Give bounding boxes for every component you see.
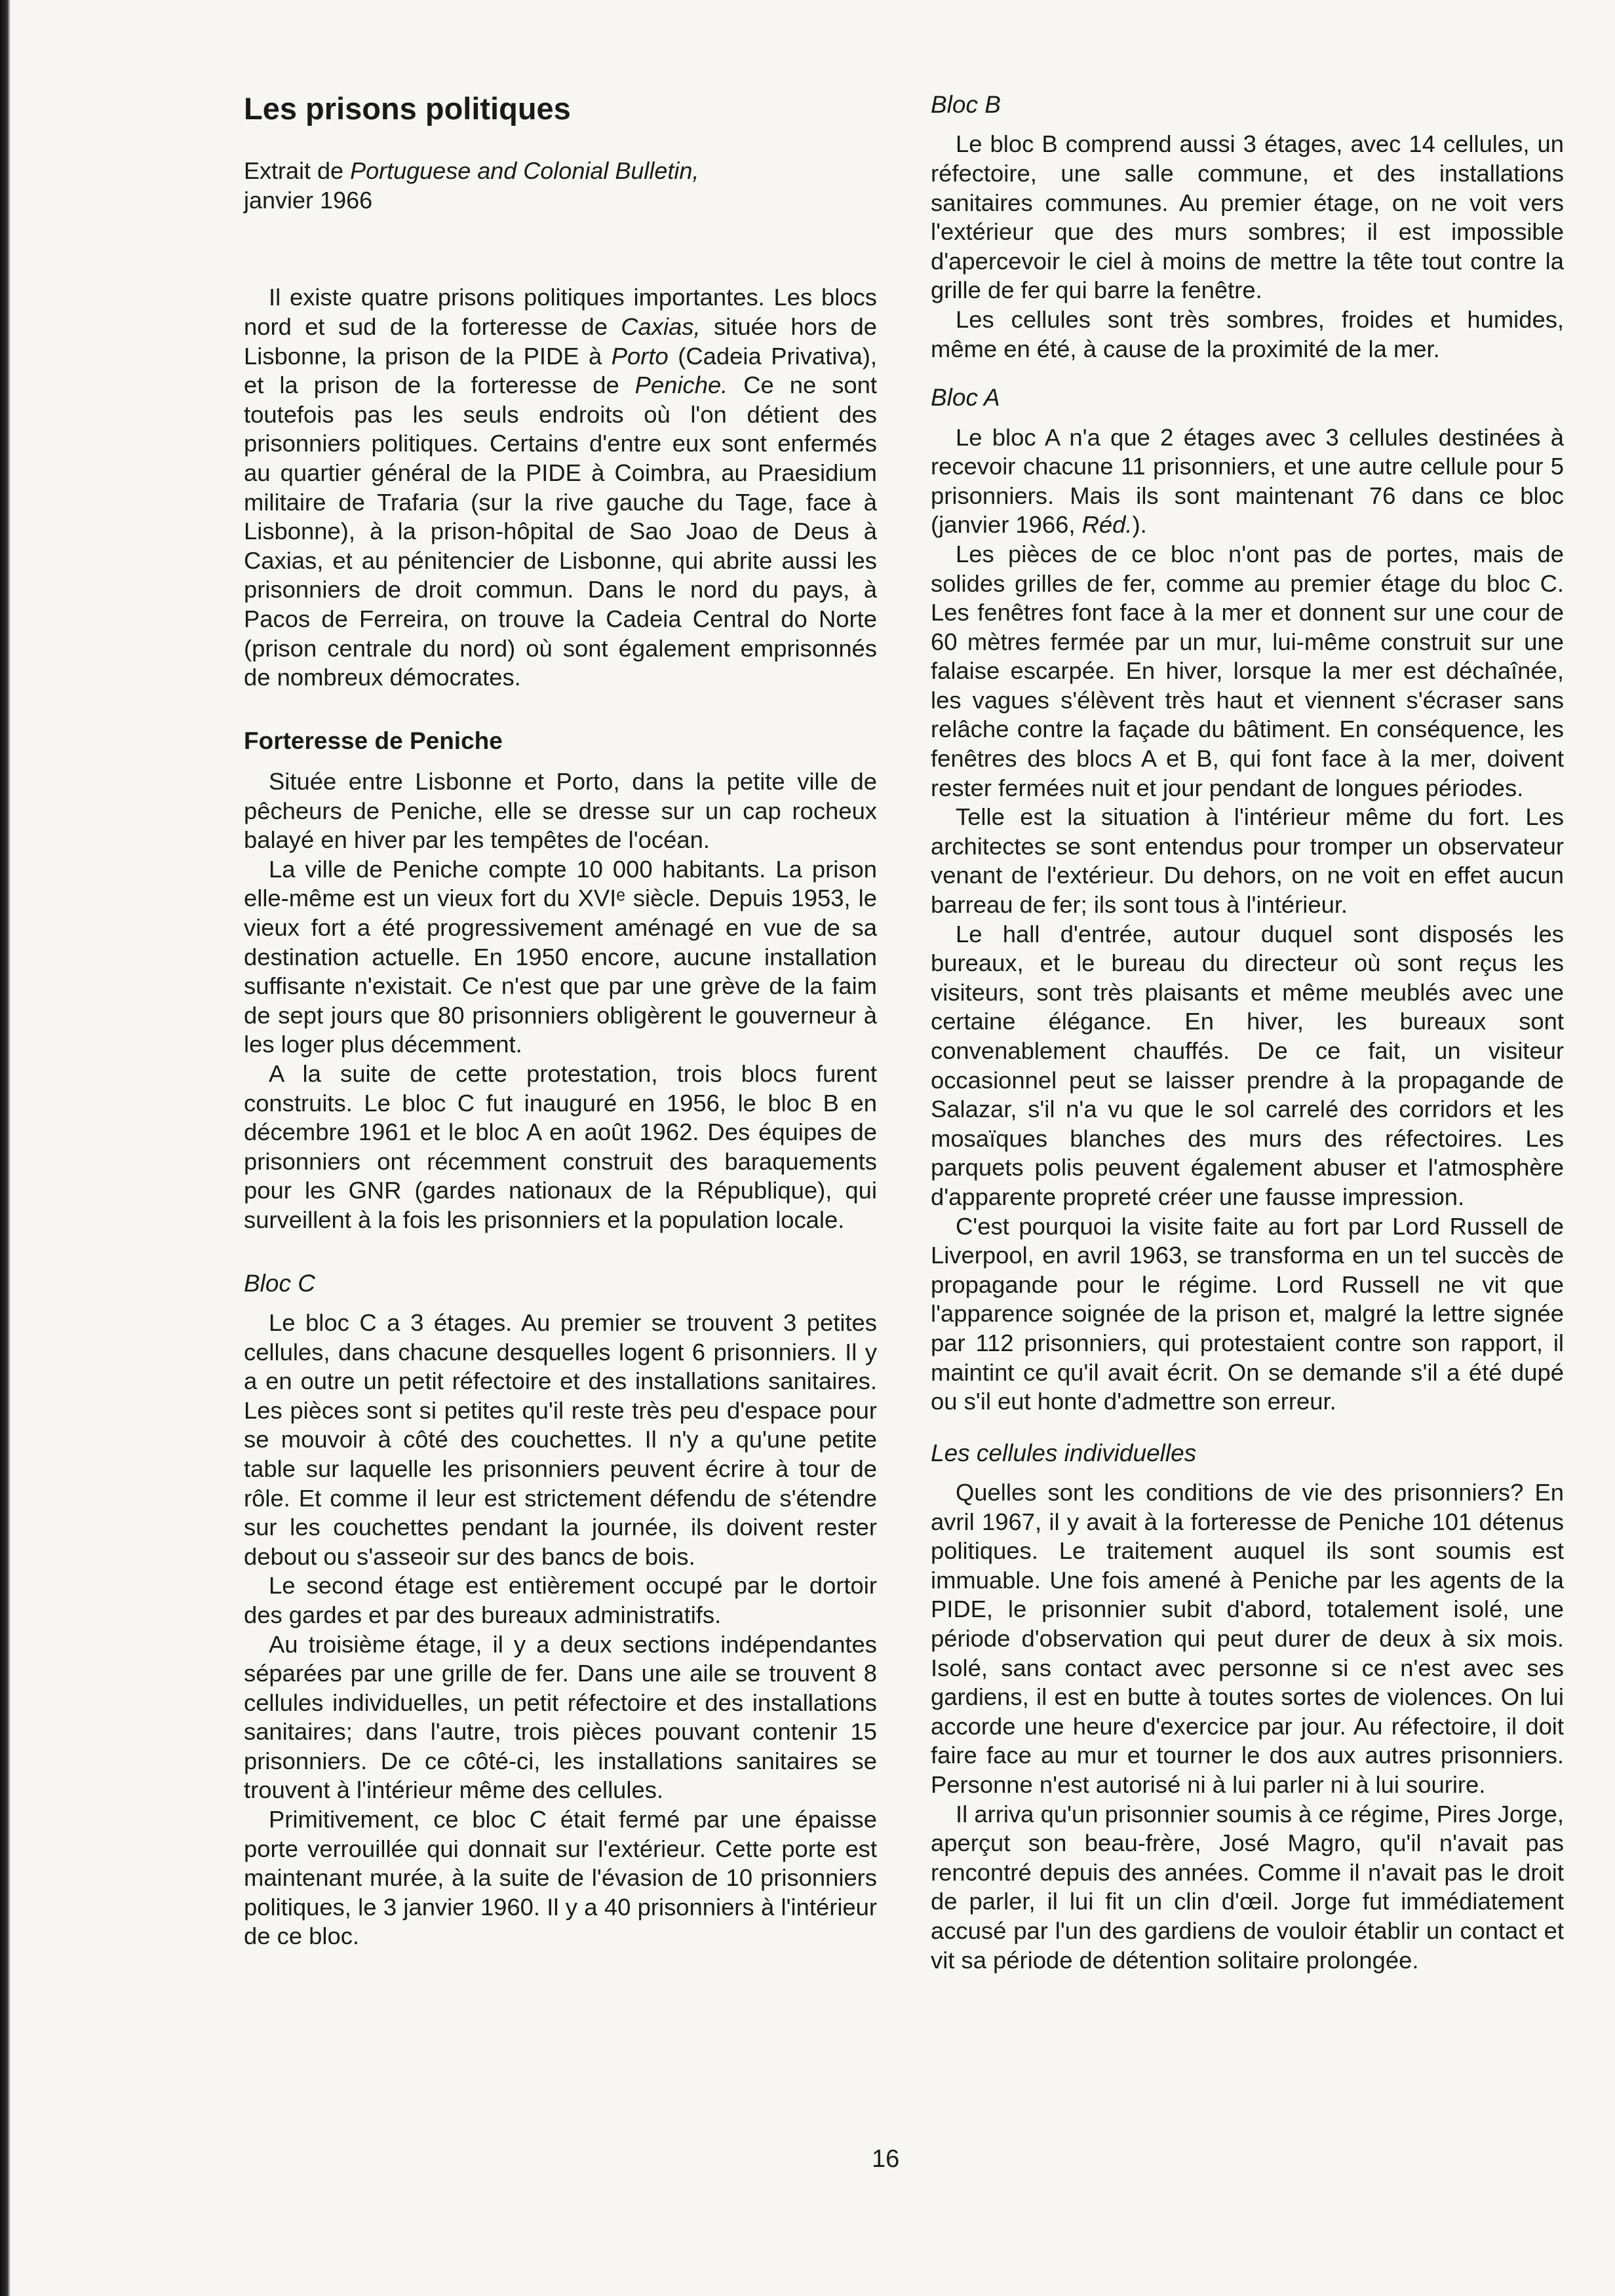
page-title: Les prisons politiques <box>244 91 571 126</box>
bloc-c-paragraph: Le bloc C a 3 étages. Au premier se trouvent 3 petites cellules, dans chacune desquelles logent 6 prisonniers. Il y a en outre un petit réfectoire et des installations sanitaires. Les pièces sont si petites qu'il reste très peu d'espace pour se mouvoir à côté des couchettes. Il n'y a qu'une petite table sur laquelle les prisonniers peuvent écrire à tour de rôle. Et comme il leur est strictement défendu de s'étendre sur les couchettes pendant la journée, ils doivent rester debout ou s'asseoir sur des bancs de bois. <box>244 1309 877 1570</box>
intro-run: Il existe quatre prisons politiques importantes. Les blocs nord et sud de la forteresse de <box>244 284 877 340</box>
bloc-c-paragraph: Primitivement, ce bloc C était fermé par une épaisse porte verrouillée qui donnait sur l'extérieur. Cette porte est maintenant murée, à la suite de l'évasion de 10 prisonniers politiques, le 3 janvier 1960. Il y a 40 prisonniers à l'intérieur de ce bloc. <box>244 1806 877 1950</box>
section-heading-cellules: Les cellules individuelles <box>931 1439 1197 1466</box>
intro-run: située hors de Lisbonne, la prison de la PIDE à <box>244 313 877 370</box>
intro-run-italic: Peniche. <box>634 372 728 399</box>
section-heading-bloc-b: Bloc B <box>931 91 1001 118</box>
intro-run-italic: Caxias, <box>621 313 701 340</box>
binding-edge-shadow <box>0 0 10 2296</box>
peniche-paragraph: Située entre Lisbonne et Porto, dans la petite ville de pêcheurs de Peniche, elle se dresse sur un cap rocheux balayé en hiver par les tempêtes de l'océan. <box>244 768 877 854</box>
bloc-b-paragraph: Les cellules sont très sombres, froides et humides, même en été, à cause de la proximité de la mer. <box>931 305 1564 362</box>
intro-paragraph <box>244 283 877 692</box>
peniche-paragraph: La ville de Peniche compte 10 000 habitants. La prison elle-même est un vieux fort du XVIᵉ siècle. Depuis 1953, le vieux fort a été progressivement aménagé en vue de sa destination actuelle. En 1950 encore, aucune installation suffisante n'existait. Ce n'est que par une grève de la faim de sept jours que 80 prisonniers obligèrent le gouverneur à les loger plus décemment. <box>244 855 877 1058</box>
section-heading-peniche: Forteresse de Peniche <box>244 727 503 754</box>
source-date: janvier 1966 <box>244 187 373 214</box>
bloc-a-run-italic: Réd. <box>1081 511 1133 539</box>
peniche-paragraph: A la suite de cette protestation, trois blocs furent construits. Le bloc C fut inauguré en 1956, le bloc B en décembre 1961 et le bloc A en août 1962. Des équipes de prisonniers ont récemment construit des baraquements pour les GNR (gardes nationaux de la République), qui surveillent à la fois les prisonniers et la population locale. <box>244 1060 877 1233</box>
bloc-a-paragraph: C'est pourquoi la visite faite au fort par Lord Russell de Liverpool, en avril 1963, se transforma en un tel succès de propagande pour le régime. Lord Russell ne vit que l'apparence soignée de la prison et, malgré la lettre signée par 112 prisonniers, qui protestaient contre son rapport, il maintint ce qu'il avait écrit. On se demande s'il a été dupé ou s'il eut honte d'admettre son erreur. <box>931 1212 1564 1415</box>
page-number: 16 <box>872 2145 900 2173</box>
section-heading-bloc-c: Bloc C <box>244 1269 315 1297</box>
bloc-a-run: Le bloc A n'a que 2 étages avec 3 cellules destinées à recevoir chacune 11 prisonniers, et une autre cellule pour 5 prisonniers. Mais ils sont maintenant 76 dans ce bloc (janvier 1966, <box>931 423 1564 539</box>
section-heading-bloc-a: Bloc A <box>931 384 1000 411</box>
bloc-a-paragraph <box>931 423 1564 540</box>
bloc-a-paragraph: Le hall d'entrée, autour duquel sont disposés les bureaux, et le bureau du directeur où sont reçus les visiteurs, sont très plaisants et même meublés avec une certaine élégance. En hiver, les bureaux sont convenablement chauffés. De ce fait, un visiteur occasionnel peut se laisser prendre à la propagande de Salazar, s'il n'a vu que le sol carrelé des corridors et les mosaïques blanches des murs des réfectoires. Les parquets polis peuvent également abuser et l'atmosphère d'apparente propreté créer une fausse impression. <box>931 920 1564 1210</box>
source-prefix: Extrait de <box>244 157 351 185</box>
bloc-a-run: ). <box>1132 511 1147 539</box>
left-column <box>244 90 877 1951</box>
source-line <box>244 156 877 215</box>
intro-run-italic: Porto <box>611 342 669 370</box>
bloc-a-paragraph: Les pièces de ce bloc n'ont pas de portes, mais de solides grilles de fer, comme au premier étage du bloc C. Les fenêtres font face à la mer et donnent sur une cour de 60 mètres fermée par un mur, lui-même construit sur une falaise escarpée. En hiver, lorsque la mer est déchaînée, les vagues s'élèvent très haut et viennent s'écraser sans relâche contre la façade du bâtiment. En conséquence, les fenêtres des blocs A et B, qui font face à la mer, doivent rester fermées nuit et jour pendant de longues périodes. <box>931 540 1564 801</box>
bloc-c-paragraph: Le second étage est entièrement occupé par le dortoir des gardes et par des bureaux administratifs. <box>244 1572 877 1628</box>
cellules-paragraph: Il arriva qu'un prisonnier soumis à ce régime, Pires Jorge, aperçut son beau-frère, José Magro, qu'il n'avait pas rencontré depuis des années. Comme il n'avait pas le droit de parler, il lui fit un clin d'œil. Jorge fut immédiatement accusé par l'un des gardiens de vouloir établir un contact et vit sa période de détention solitaire prolongée. <box>931 1800 1564 1974</box>
cellules-paragraph: Quelles sont les conditions de vie des prisonniers? En avril 1967, il y avait à la forteresse de Peniche 101 détenus politiques. Le traitement auquel ils sont soumis est immuable. Une fois amené à Peniche par les agents de la PIDE, le prisonnier subit d'abord, totalement isolé, une période d'observation qui peut durer de deux à six mois. Isolé, sans contact avec personne si ce n'est avec ses gardiens, il est en butte à toutes sortes de violences. On lui accorde une heure d'exercice par jour. Au réfectoire, il doit faire face au mur et tourner le dos aux autres prisonniers. Personne n'est autorisé ni à lui parler ni à lui sourire. <box>931 1479 1564 1799</box>
bloc-a-paragraph: Telle est la situation à l'intérieur même du fort. Les architectes se sont entendus pour tromper un observateur venant de l'extérieur. Du dehors, on ne voit en effet aucun barreau de fer; ils sont tous à l'intérieur. <box>931 803 1564 919</box>
bloc-b-paragraph: Le bloc B comprend aussi 3 étages, avec 14 cellules, un réfectoire, une salle commune, et des installations sanitaires communes. Au premier étage, on ne voit vers l'extérieur que des murs sombres; il est impossible d'apercevoir le ciel à moins de mettre la tête tout contre la grille de fer qui barre la fenêtre. <box>931 130 1564 304</box>
intro-run: (Cadeia Privativa), et la prison de la forteresse de <box>244 342 877 399</box>
bloc-c-paragraph: Au troisième étage, il y a deux sections indépendantes séparées par une grille de fer. Dans une aile se trouvent 8 cellules individuelles, un petit réfectoire et des installations sanitaires; dans l'autre, trois pièces pouvant contenir 15 prisonniers. De ce côté-ci, les installations sanitaires se trouvent à l'intérieur même des cellules. <box>244 1630 877 1804</box>
source-publication: Portuguese and Colonial Bulletin, <box>350 157 699 185</box>
right-column <box>931 90 1564 1975</box>
intro-run: Ce ne sont toutefois pas les seuls endroits où l'on détient des prisonniers politiques. Certains d'entre eux sont enfermés au quartier général de la PIDE à Coimbra, au Praesidium militaire de Trafaria (sur la rive gauche du Tage, face à Lisbonne), à la prison-hôpital de Sao Joao de Deus à Caxias, et au pénitencier de Lisbonne, qui abrite aussi les prisonniers de droit commun. Dans le nord du pays, à Pacos de Ferreira, on trouve la Cadeia Central do Norte (prison centrale du nord) où sont également emprisonnés de nombreux démocrates. <box>244 372 877 691</box>
